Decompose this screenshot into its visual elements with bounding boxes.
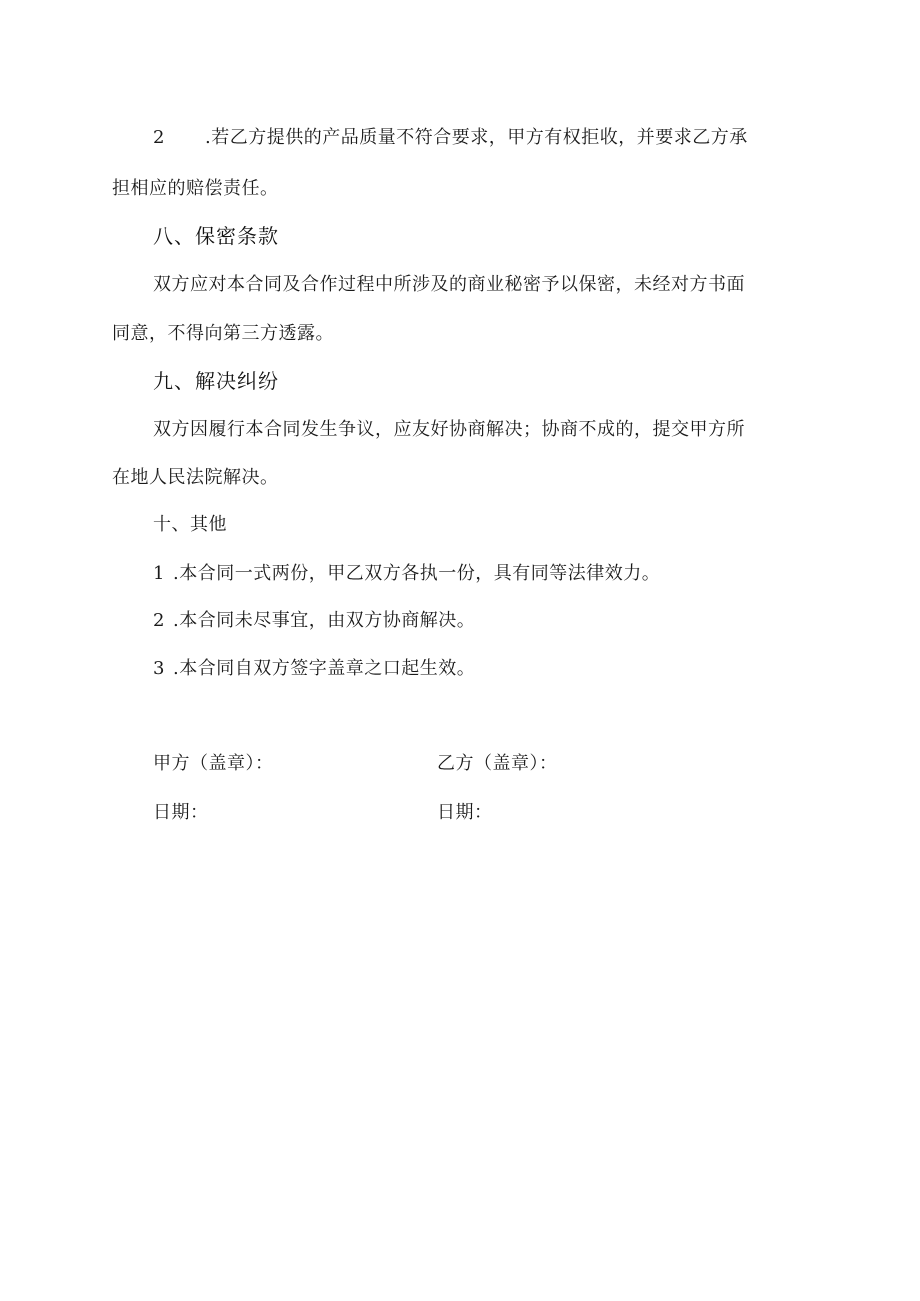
clause9-heading: 九、解决纠纷 bbox=[153, 369, 279, 393]
clause10-item2-number: 2 bbox=[153, 610, 165, 631]
clause10-heading: 十、其他 bbox=[153, 514, 227, 535]
party-b-date-label: 日期： bbox=[437, 802, 493, 823]
clause7-item2-number: 2 bbox=[153, 127, 165, 148]
clause8-heading: 八、保密条款 bbox=[153, 224, 279, 248]
clause9-body-line2: 在地人民法院解决。 bbox=[112, 467, 279, 488]
clause10-item1-number: 1 bbox=[153, 563, 165, 584]
party-b-seal-label: 乙方（盖章）： bbox=[437, 753, 558, 774]
clause10-item2 bbox=[153, 608, 475, 634]
clause10-item3-number: 3 bbox=[153, 658, 165, 679]
clause8-body-line1: 双方应对本合同及合作过程中所涉及的商业秘密予以保密，未经对方书面 bbox=[153, 274, 745, 295]
clause10-item3 bbox=[153, 656, 475, 682]
clause9-body-line1: 双方因履行本合同发生争议，应友好协商解决；协商不成的，提交甲方所 bbox=[153, 419, 745, 440]
party-a-date-label: 日期： bbox=[153, 802, 209, 823]
clause8-body-line2: 同意，不得向第三方透露。 bbox=[112, 323, 334, 344]
party-a-seal-label: 甲方（盖章）： bbox=[153, 753, 274, 774]
clause10-item2-text: .本合同未尽事宜，由双方协商解决。 bbox=[173, 610, 476, 631]
clause10-item1 bbox=[153, 561, 660, 587]
clause10-item1-text: .本合同一式两份，甲乙双方各执一份，具有同等法律效力。 bbox=[173, 563, 661, 584]
clause7-item2-line1 bbox=[153, 125, 748, 151]
clause10-item3-text: .本合同自双方签字盖章之口起生效。 bbox=[173, 658, 476, 679]
clause7-item2-line2: 担相应的赔偿责任。 bbox=[112, 178, 279, 199]
clause7-item2-text: .若乙方提供的产品质量不符合要求，甲方有权拒收，并要求乙方承 bbox=[205, 127, 748, 148]
